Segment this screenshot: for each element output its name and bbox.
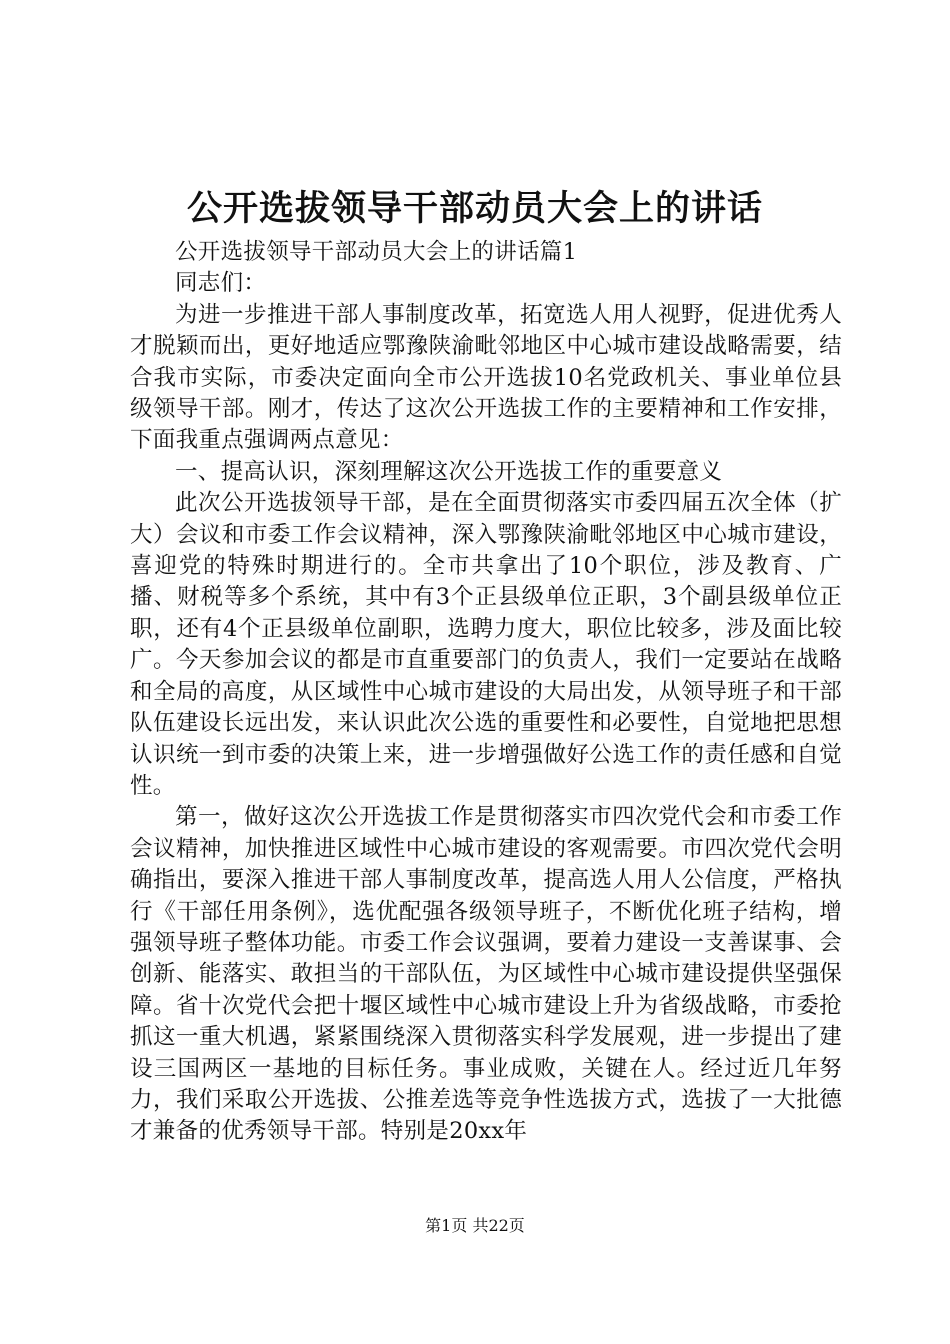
paragraph-1: 为进一步推进干部人事制度改革，拓宽选人用人视野，促进优秀人才脱颖而出，更好地适应鄂豫陕渝毗邻地区中心城市建设战略需要，结合我市实际，市委决定面向全市公开选拔10名党政机关、事业单位县级领导干部。刚才，传达了这次公开选拔工作的主要精神和工作安排，下面我重点强调两点意见： bbox=[130, 301, 842, 454]
document-title: 公开选拔领导干部动员大会上的讲话 bbox=[186, 188, 763, 229]
salutation: 同志们： bbox=[175, 270, 267, 297]
paragraph-2: 此次公开选拔领导干部，是在全面贯彻落实市委四届五次全体（扩大）会议和市委工作会议精神，深入鄂豫陕渝毗邻地区中心城市建设，喜迎党的特殊时期进行的。全市共拿出了10个职位，涉及教育、广播、财税等多个系统，其中有3个正县级单位正职，3个副县级单位正职，还有4个正县级单位副职，选聘力度大，职位比较多，涉及面比较广。今天参加会议的都是市直重要部门的负责人，我们一定要站在战略和全局的高度，从区域性中心城市建设的大局出发，从领导班子和干部队伍建设长远出发，来认识此次公选的重要性和必要性，自觉地把思想认识统一到市委的决策上来，进一步增强做好公选工作的责任感和自觉性。 bbox=[130, 490, 842, 799]
paragraph-3: 第一，做好这次公开选拔工作是贯彻落实市四次党代会和市委工作会议精神，加快推进区域性中心城市建设的客观需要。市四次党代会明确指出，要深入推进干部人事制度改革，提高选人用人公信度，严格执行《干部任用条例》，选优配强各级领导班子，不断优化班子结构，增强领导班子整体功能。市委工作会议强调，要着力建设一支善谋事、会创新、能落实、敢担当的干部队伍，为区域性中心城市建设提供坚强保障。省十次党代会把十堰区域性中心城市建设上升为省级战略，市委抢抓这一重大机遇，紧紧围绕深入贯彻落实科学发展观，进一步提出了建设三国两区一基地的目标任务。事业成败，关键在人。经过近几年努力，我们采取公开选拔、公推差选等竞争性选拔方式，选拔了一大批德才兼备的优秀领导干部。特别是20xx年 bbox=[130, 804, 842, 1145]
subtitle: 公开选拔领导干部动员大会上的讲话篇1 bbox=[175, 239, 578, 265]
document-body bbox=[130, 237, 842, 1148]
page-footer: 第1页 共22页 bbox=[425, 1216, 525, 1235]
section-heading-1: 一、提高认识，深刻理解这次公开选拔工作的重要意义 bbox=[175, 458, 723, 485]
